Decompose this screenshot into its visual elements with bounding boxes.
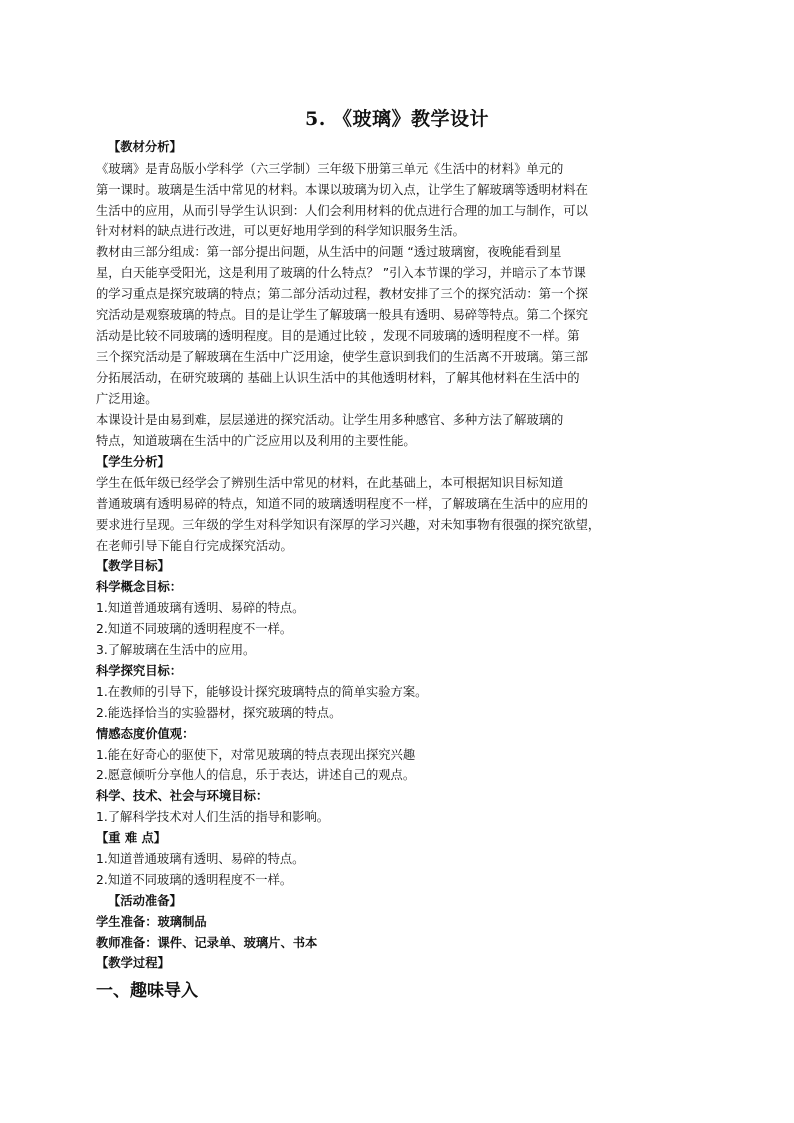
list-item: 2.愿意倾听分享他人的信息，乐于表达，讲述自己的观点。 <box>96 768 416 782</box>
paragraph-line: 在老师引导下能自行完成探究活动。 <box>96 539 293 553</box>
paragraph-line: 第一课时。玻璃是生活中常见的材料。本课以玻璃为切入点，让学生了解玻璃等透明材料在 <box>96 183 588 197</box>
list-item: 2.能选择恰当的实验器材，探究玻璃的特点。 <box>96 706 342 720</box>
paragraph-line: 生活中的应用，从而引导学生认识到：人们会利用材料的优点进行合理的加工与制作，可以 <box>96 204 588 218</box>
paragraph-line: 特点，知道玻璃在生活中的广泛应用以及利用的主要性能。 <box>96 434 416 448</box>
list-item: 1.能在好奇心的驱使下，对常见玻璃的特点表现出探究兴趣 <box>96 748 416 762</box>
paragraph-line: 广泛用途。 <box>96 392 158 406</box>
paragraph-line: 针对材料的缺点进行改进，可以更好地用学到的科学知识服务生活。 <box>96 224 465 238</box>
paragraph-line: 三个探究活动是了解玻璃在生活中广泛用途，使学生意识到我们的生活离不开玻璃。第三部 <box>96 350 588 364</box>
section-heading-activity-prep: 【活动准备】 <box>108 894 182 908</box>
paragraph-line: 本课设计是由易到难，层层递进的探究活动。让学生用多种感官、多种方法了解玻璃的 <box>96 413 564 427</box>
document-title: 5. 《玻璃》教学设计 <box>305 108 489 130</box>
subheading-stse-goals: 科学、技术、社会与环境目标： <box>96 789 269 803</box>
section-heading-teaching-process: 【教学过程】 <box>96 956 170 970</box>
section-heading-teaching-goals: 【教学目标】 <box>96 559 170 573</box>
section-heading-textbook-analysis: 【教材分析】 <box>108 140 182 154</box>
section-heading-key-points: 【重 难 点】 <box>96 831 167 845</box>
paragraph-line: 星，白天能享受阳光，这是利用了玻璃的什么特点？ ”引入本节课的学习，并暗示了本节课 <box>96 266 586 280</box>
paragraph-line: 的学习重点是探究玻璃的特点；第二部分活动过程，教材安排了三个的探究活动：第一个探 <box>96 287 588 301</box>
paragraph-line: 要求进行呈现。三年级的学生对科学知识有深厚的学习兴趣，对未知事物有很强的探究欲望， <box>96 518 601 532</box>
paragraph-line: 教材由三部分组成：第一部分提出问题，从生活中的问题 “透过玻璃窗，夜晚能看到星 <box>96 245 562 259</box>
subheading-attitude-goals: 情感态度价值观： <box>96 727 195 741</box>
student-prep: 学生准备：玻璃制品 <box>96 915 207 929</box>
teacher-prep: 教师准备：课件、记录单、玻璃片、书本 <box>96 936 318 950</box>
paragraph-line: 究活动是观察玻璃的特点。目的是让学生了解玻璃一般具有透明、易碎等特点。第二个探究 <box>96 308 588 322</box>
list-item: 1.知道普通玻璃有透明、易碎的特点。 <box>96 601 305 615</box>
part-heading-intro: 一、趣味导入 <box>96 981 198 1001</box>
list-item: 2.知道不同玻璃的透明程度不一样。 <box>96 622 293 636</box>
paragraph-line: 分拓展活动，在研究玻璃的 基础上认识生活中的其他透明材料，了解其他材料在生活中的 <box>96 371 580 385</box>
list-item: 1.了解科学技术对人们生活的指导和影响。 <box>96 810 330 824</box>
list-item: 1.在教师的引导下，能够设计探究玻璃特点的简单实验方案。 <box>96 685 428 699</box>
list-item: 1.知道普通玻璃有透明、易碎的特点。 <box>96 852 305 866</box>
subheading-concept-goals: 科学概念目标： <box>96 580 183 594</box>
list-item: 2.知道不同玻璃的透明程度不一样。 <box>96 873 293 887</box>
subheading-inquiry-goals: 科学探究目标： <box>96 664 183 678</box>
paragraph-line: 《玻璃》是青岛版小学科学（六三学制）三年级下册第三单元《生活中的材料》单元的 <box>96 162 564 176</box>
paragraph-line: 普通玻璃有透明易碎的特点，知道不同的玻璃透明程度不一样，了解玻璃在生活中的应用的 <box>96 497 588 511</box>
paragraph-line: 活动是比较不同玻璃的透明程度。目的是通过比较 ，发现不同玻璃的透明程度不一样。第 <box>96 329 580 343</box>
paragraph-line: 学生在低年级已经学会了辨别生活中常见的材料，在此基础上，本可根据知识目标知道 <box>96 476 564 490</box>
list-item: 3.了解玻璃在生活中的应用。 <box>96 643 256 657</box>
section-heading-student-analysis: 【学生分析】 <box>96 455 170 469</box>
